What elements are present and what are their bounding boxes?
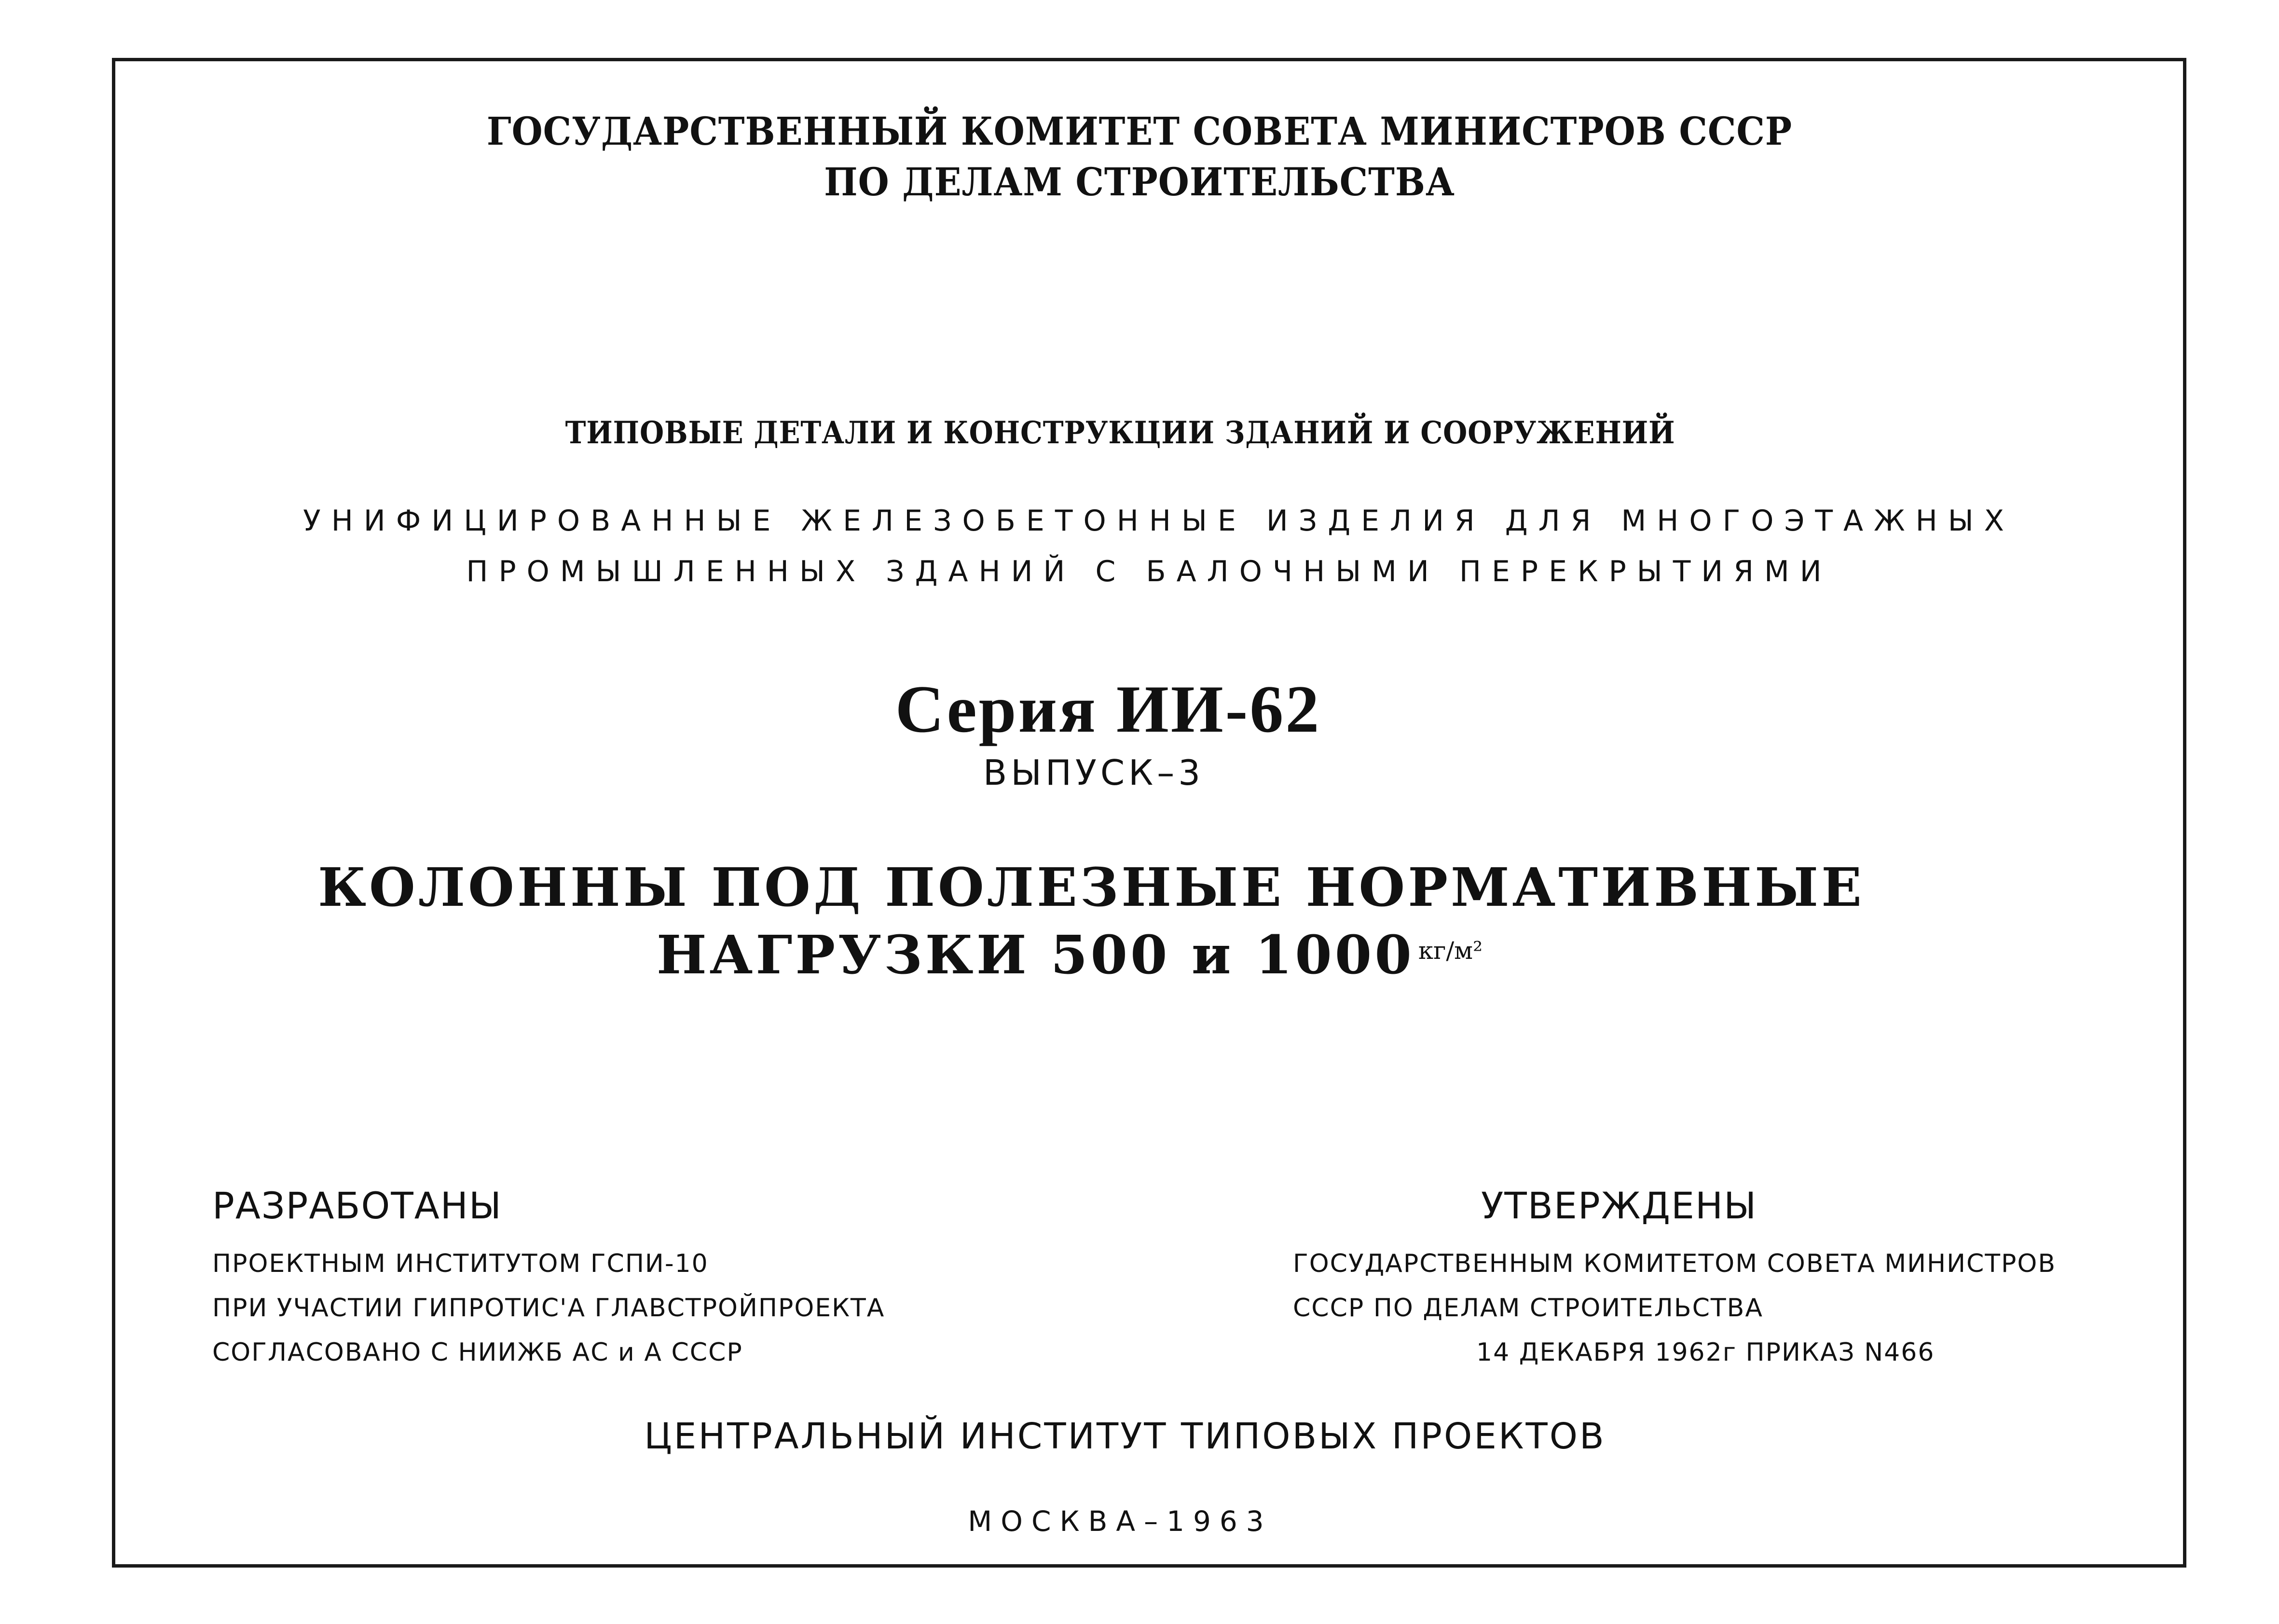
developed-line-2: ПРИ УЧАСТИИ ГИПРОТИС'А ГЛАВСТРОЙПРОЕКТА <box>212 1294 885 1323</box>
issue-number: ВЫПУСК–3 <box>983 752 1205 793</box>
city-year: МОСКВА–1963 <box>968 1505 1273 1538</box>
subject-line-2: ПРОМЫШЛЕННЫХ ЗДАНИЙ С БАЛОЧНЫМИ ПЕРЕКРЫТИЯМИ <box>466 555 1832 588</box>
approved-block <box>1293 1184 2056 1375</box>
developed-line-3: СОГЛАСОВАНО С НИИЖБ АС и А СССР <box>212 1338 743 1367</box>
approved-heading: УТВЕРЖДЕНЫ <box>1481 1184 1757 1227</box>
publisher-institute: ЦЕНТРАЛЬНЫЙ ИНСТИТУТ ТИПОВЫХ ПРОЕКТОВ <box>644 1416 1606 1457</box>
approved-line-1: ГОСУДАРСТВЕННЫМ КОМИТЕТОМ СОВЕТА МИНИСТРОВ <box>1293 1249 2057 1278</box>
developed-heading: РАЗРАБОТАНЫ <box>212 1184 502 1227</box>
series-label: ТИПОВЫЕ ДЕТАЛИ И КОНСТРУКЦИИ ЗДАНИЙ И СООРУЖЕНИЙ <box>565 415 1675 451</box>
series-title: Серия ИИ-62 <box>895 672 1321 747</box>
committee-line-2: ПО ДЕЛАМ СТРОИТЕЛЬСТВА <box>824 159 1455 205</box>
developed-block <box>212 1184 885 1375</box>
developed-line-1: ПРОЕКТНЫМ ИНСТИТУТОМ ГСПИ-10 <box>212 1249 709 1278</box>
main-title-line-2 <box>0 924 2209 986</box>
approved-line-2: СССР ПО ДЕЛАМ СТРОИТЕЛЬСТВА <box>1293 1294 1763 1323</box>
approved-line-3: 14 ДЕКАБРЯ 1962г ПРИКАЗ N466 <box>1476 1338 1935 1367</box>
main-title-line-1: КОЛОННЫ ПОД ПОЛЕЗНЫЕ НОРМАТИВНЫЕ <box>317 856 1865 918</box>
main-title-line-2-text: НАГРУЗКИ 500 и 1000 <box>656 924 1414 986</box>
load-unit: кг/м² <box>1418 937 1483 965</box>
committee-line-1: ГОСУДАРСТВЕННЫЙ КОМИТЕТ СОВЕТА МИНИСТРОВ СССР <box>486 109 1793 154</box>
subject-line-1: УНИФИЦИРОВАННЫЕ ЖЕЛЕЗОБЕТОННЫЕ ИЗДЕЛИЯ ДЛЯ МНОГОЭТАЖНЫХ <box>303 504 2015 538</box>
